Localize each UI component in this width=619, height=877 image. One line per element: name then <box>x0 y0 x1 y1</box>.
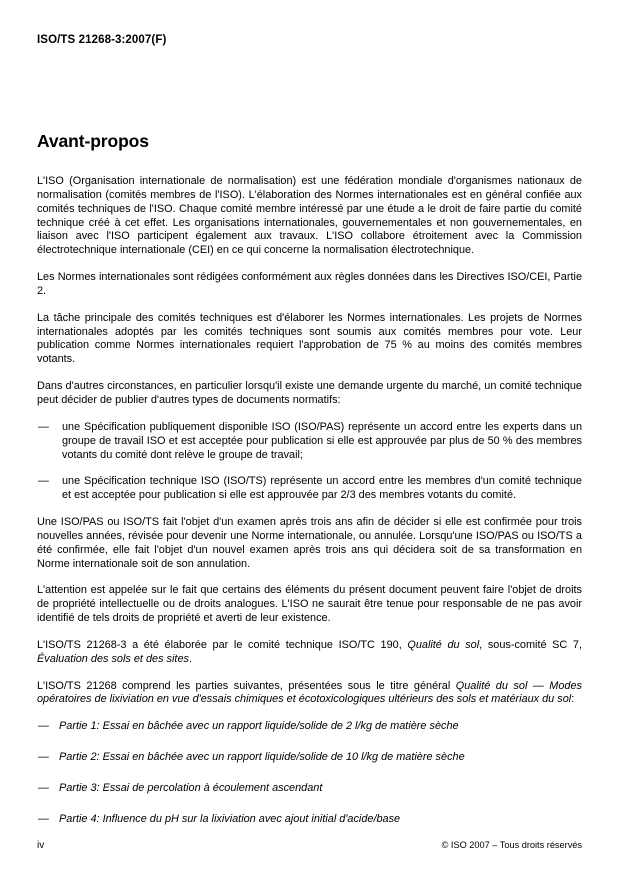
em-dash-bullet-icon: — <box>38 751 49 764</box>
parts-intro-lead-text: L'ISO/TS 21268 comprend les parties suivantes, présentées sous le titre général <box>37 679 456 692</box>
list-item <box>37 421 582 463</box>
page-title: Avant-propos <box>37 131 149 151</box>
page-content <box>37 131 582 844</box>
copyright-notice: © ISO 2007 – Tous droits réservés <box>441 840 582 850</box>
list-item-text: Partie 3: Essai de percolation à écoulement ascendant <box>59 782 323 794</box>
paragraph-iso-description: L'ISO (Organisation internationale de normalisation) est une fédération mondiale d'organismes nationaux de normalisation (comités membres de l'ISO). L'élaboration des Normes internationales est en général confiée aux comités techniques de l'ISO. Chaque comité membre intéressé par une étude a le droit de faire partie du comité technique créé à cet effet. Les organisations internationales, gouvernementales et non gouvernementales, en liaison avec l'ISO participent également aux travaux. L'ISO collabore étroitement avec la Commission électrotechnique internationale (CEI) en ce qui concerne la normalisation électrotechnique. <box>37 175 582 257</box>
list-item-text: Partie 4: Influence du pH sur la lixiviation avec ajout initial d'acide/base <box>59 812 401 825</box>
em-dash-bullet-icon: — <box>38 812 49 825</box>
list-item <box>37 751 582 765</box>
parts-list <box>37 720 582 826</box>
list-item <box>37 813 582 827</box>
running-header-document-number: ISO/TS 21268-3:2007(F) <box>37 34 167 46</box>
list-item <box>37 475 582 503</box>
list-item-text: Partie 1: Essai en bâchée avec un rapport liquide/solide de 2 l/kg de matière sèche <box>59 720 459 733</box>
em-dash-bullet-icon: — <box>38 475 49 488</box>
committee-lead-text: L'ISO/TS 21268-3 a été élaborée par le comité technique ISO/TC 190, <box>37 638 408 651</box>
committee-title-italic-1: Qualité du sol <box>407 638 480 651</box>
parts-intro-tail-text: : <box>571 693 575 706</box>
page-footer <box>37 840 582 854</box>
committee-title-italic-2: Évaluation des sols et des sites <box>37 652 189 665</box>
document-types-list <box>37 421 582 503</box>
list-item <box>37 782 582 796</box>
paragraph-directives: Les Normes internationales sont rédigées conformément aux règles données dans les Directives ISO/CEI, Partie 2. <box>37 271 582 297</box>
committee-middle-text: , sous-comité SC 7, <box>479 638 583 651</box>
paragraph-responsible-committee <box>37 639 582 667</box>
parts-intro-general-title-italic: Qualité du sol — Modes opératoires de lixiviation en vue d'essais chimiques et écotoxicologiques ultérieurs des sols et matériaux du sol <box>37 679 582 706</box>
em-dash-bullet-icon: — <box>38 782 49 794</box>
em-dash-bullet-icon: — <box>38 420 49 433</box>
list-item <box>37 720 582 734</box>
paragraph-review-cycle: Une ISO/PAS ou ISO/TS fait l'objet d'un examen après trois ans afin de décider si elle est confirmée pour trois nouvelles années, révisée pour devenir une Norme internationale, ou annulée. Lorsqu'une ISO/PAS ou ISO/TS a été confirmée, elle fait l'objet d'un nouvel examen après trois ans qui décidera soit de sa transformation en Norme internationale soit de son annulation. <box>37 516 582 570</box>
paragraph-committee-task: La tâche principale des comités techniques est d'élaborer les Normes internationales. Les projets de Normes internationales adoptés par les comités techniques sont soumis aux comités membres pour vote. Leur publication comme Normes internationales requiert l'approbation de 75 % au moins des comités membres votants. <box>37 311 582 366</box>
paragraph-parts-introduction <box>37 680 582 708</box>
em-dash-bullet-icon: — <box>38 720 49 733</box>
list-item-text: Partie 2: Essai en bâchée avec un rapport liquide/solide de 10 l/kg de matière sèche <box>59 751 465 764</box>
list-item-text: une Spécification publiquement disponible ISO (ISO/PAS) représente un accord entre les experts dans un groupe de travail ISO et est acceptée pour publication si elle est approuvée par plus de 50 % des membres votants du comité dont relève le groupe de travail; <box>62 420 582 461</box>
paragraph-patent-rights: L'attention est appelée sur le fait que certains des éléments du présent document peuvent faire l'objet de droits de propriété intellectuelle ou de droits analogues. L'ISO ne saurait être tenue pour responsable de ne pas avoir identifié de tels droits de propriété et averti de leur existence. <box>37 584 582 625</box>
list-item-text: une Spécification technique ISO (ISO/TS) représente un accord entre les membres d'un comité technique et est acceptée pour publication si elle est approuvée par 2/3 des membres votants du comité. <box>62 475 582 502</box>
committee-tail-text: . <box>188 652 192 665</box>
paragraph-other-document-types: Dans d'autres circonstances, en particulier lorsqu'il existe une demande urgente du marché, un comité technique peut décider de publier d'autres types de documents normatifs: <box>37 380 582 406</box>
page-number: iv <box>37 840 45 851</box>
